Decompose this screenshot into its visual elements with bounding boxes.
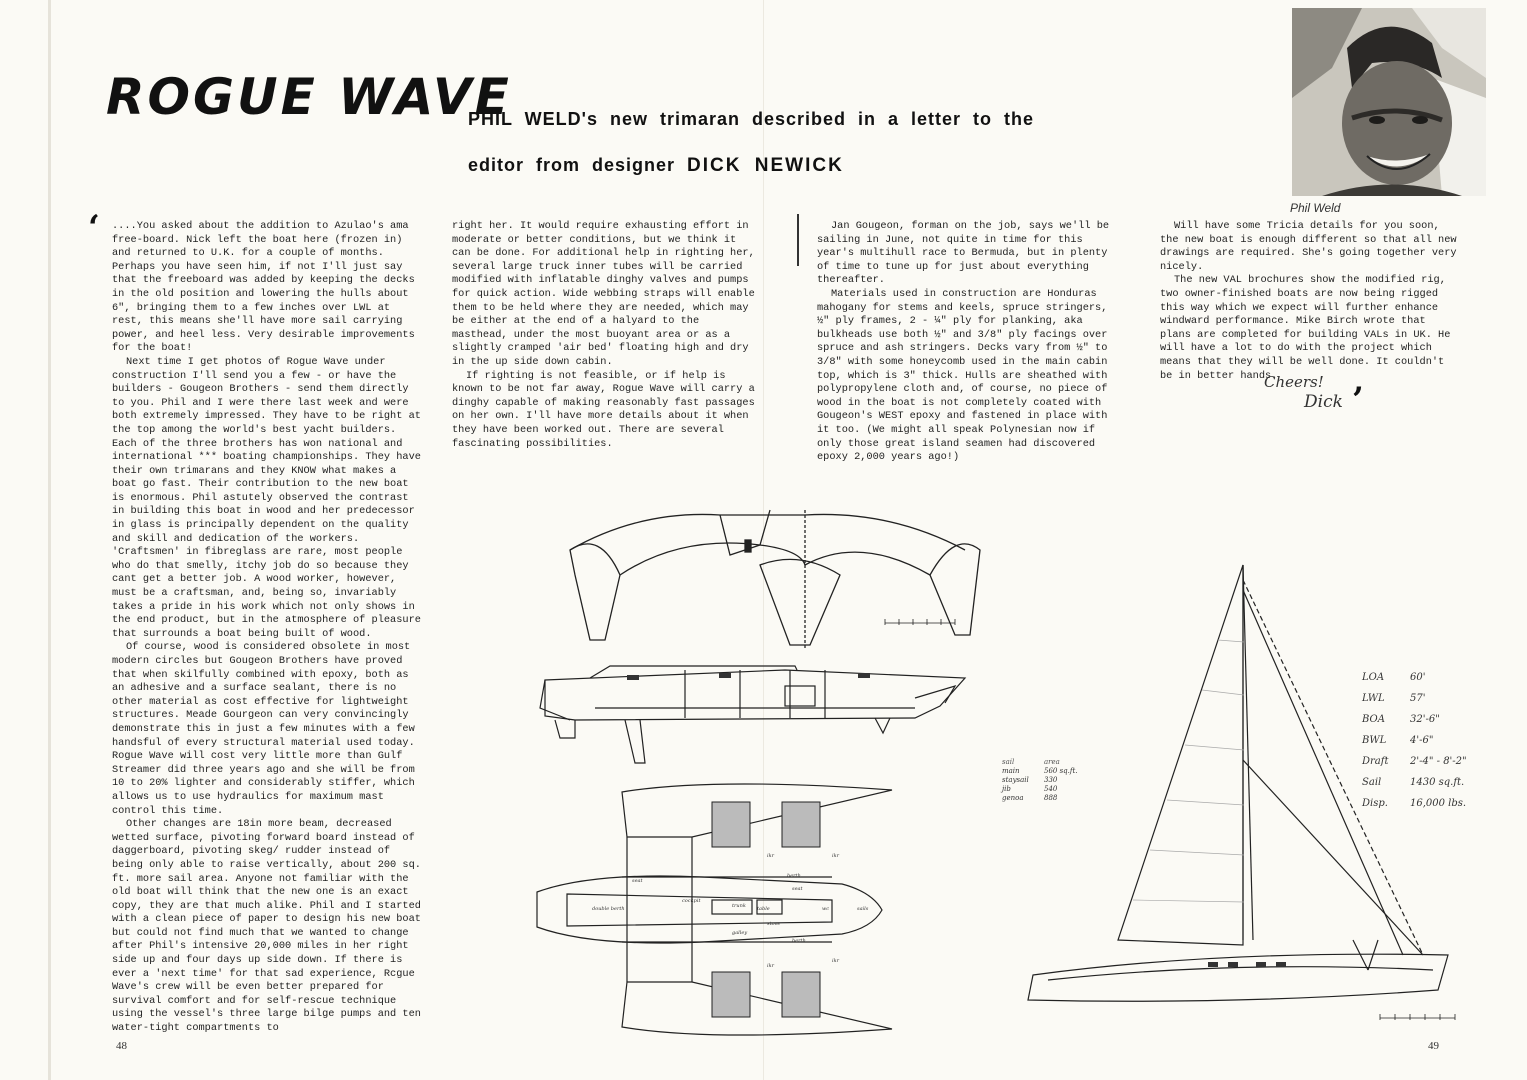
spec-row [1362, 714, 1467, 735]
paragraph: Next time I get photos of Rogue Wave under construction I'll send you a few - or have the builders - Gougeon Brothers - send them directly to you. Phil and I were there last week and were both extremely impressed. They have to be right at the top among the world's best yacht builders. Each of the three brothers has won national and international *** boating championships. They have their own trimarans and they KNOW what makes a boat go fast. Their contribution to the new boat is enormous. Phil astutely observed the contrast in building this boat in wood and her predecessor in glass is principally dependent on the quality and skill and dedication of the workers. [112, 355, 421, 545]
spec-value: 60' [1410, 672, 1426, 683]
paragraph: Other changes are 18in more beam, decreased wetted surface, pivoting forward board instead of daggerboard, pivoting skeg/ rudder instead of being only able to raise vertically, about 200 sq. ft. more sail area. Anyone not familiar with the old boat will think that the new one is an exact copy, they are that much alike. Phil and I started with a clean piece of paper to design his new boat but could not find much that we wanted to change after Phil's intensive 20,000 miles in her right side up and four days up side down. If there is ever a 'next time' for that sad experience, Rcgue Wave's crew will be even better prepared for survival comfort and for self-rescue technique using the vessel's three large bilge pumps and ten water-tight compartments to [112, 818, 421, 1035]
svg-text:berth: berth [787, 873, 801, 879]
sail-name: staysail [1002, 776, 1029, 784]
spec-value: 16,000 lbs. [1410, 798, 1467, 809]
sail-row [1002, 776, 1078, 785]
portrait-photo [1292, 8, 1486, 196]
svg-text:cockpit: cockpit [682, 898, 701, 904]
signoff-greeting: Cheers! [1264, 373, 1324, 391]
paragraph: Will have some Tricia details for you soon, the new boat is enough different so that all new drawings are required. She's going together very nicely. [1160, 220, 1457, 273]
paragraph: right her. It would require exhausting effort in moderate or better conditions, but we think it can be done. For additional help in righting her, several large truck inner tubes will be carried modified with inflatable dinghy valves and pumps for quick action. Wide webbing straps will enable them to be held where they are needed, which may be either at the end of a halyard to the masthead, under the most buoyant area or as a slightly cramped 'air bed' floating high and dry in the up side down cabin. [452, 220, 755, 368]
article-column-1 [112, 220, 427, 1036]
svg-text:table: table [757, 906, 770, 912]
svg-text:galley: galley [732, 930, 748, 936]
sail-area: 888 [1044, 794, 1058, 802]
svg-text:sails: sails [857, 906, 869, 912]
portrait-image [1292, 8, 1486, 196]
sail-row [1002, 785, 1078, 794]
spec-value: 2'-4" - 8'-2" [1410, 756, 1467, 767]
column-marker [797, 214, 799, 266]
svg-text:ikr: ikr [767, 853, 775, 859]
spec-key: LWL [1362, 693, 1385, 704]
svg-text:wc: wc [822, 906, 830, 912]
spec-key: LOA [1362, 672, 1385, 683]
spec-value: 32'-6" [1410, 714, 1440, 725]
paragraph: The new VAL brochures show the modified rig, two owner-finished boats are now being rigged this way which we expect will further enhance windward performance. Mike Birch wrote that plans are completed for building VALs in UK. He will have a lot to do with the project which means that they will be well done. It couldn't be in better hands. [1160, 274, 1451, 382]
sail-name: jib [1002, 785, 1011, 793]
article-subtitle [468, 96, 1128, 189]
sail-area-table [1002, 758, 1078, 803]
sail-row [1002, 794, 1078, 803]
open-quote-mark: ‘ [88, 208, 100, 248]
spec-value: 1430 sq.ft. [1410, 777, 1465, 788]
spec-key: Sail [1362, 777, 1382, 788]
page-edge [48, 0, 51, 1080]
spec-row [1362, 777, 1467, 798]
svg-text:seat: seat [632, 878, 643, 884]
svg-text:double berth: double berth [592, 906, 625, 912]
spec-value: 57' [1410, 693, 1426, 704]
spec-row [1362, 798, 1467, 819]
spec-key: Draft [1362, 756, 1389, 767]
sail-area: 540 [1044, 785, 1058, 793]
article-column-3 [817, 220, 1117, 465]
subtitle-line-1: PHIL WELD's new trimaran described in a letter to the [468, 109, 1035, 129]
spec-row [1362, 693, 1467, 714]
svg-text:ikr: ikr [767, 963, 775, 969]
area-header: area [1044, 758, 1060, 766]
svg-text:ikr: ikr [832, 853, 840, 859]
paragraph: ....You asked about the addition to Azulao's ama free-board. Nick left the boat here (frozen in) and returned to U.K. for a couple of months. Perhaps you have seen him, if not I'll just say that the freeboard was added by keeping the decks in the old position and lowering the hulls about 6", bringing them to a few inches over LWL at rest, this means she'll have more sail carrying power, and heel less. Very desirable improvements for the boat! [112, 220, 415, 355]
spec-key: BWL [1362, 735, 1387, 746]
specifications-table [1362, 672, 1467, 819]
svg-text:trunk: trunk [732, 903, 746, 909]
article-column-2 [452, 220, 757, 451]
article-column-4 [1160, 220, 1460, 383]
deck-plan-drawing [532, 782, 897, 1037]
sail-row [1002, 767, 1078, 776]
spec-key: Disp. [1362, 798, 1388, 809]
spec-row [1362, 735, 1467, 756]
signoff [1264, 372, 1343, 412]
svg-text:ikr: ikr [832, 958, 840, 964]
subtitle-text: editor from designer [468, 155, 688, 175]
sail-name: main [1002, 767, 1020, 775]
sail-name: genoa [1002, 794, 1024, 802]
photo-caption: Phil Weld [1290, 201, 1341, 215]
paragraph: 'Craftsmen' in fibreglass are rare, most people who do that smelly, itchy job do so because they cant get a better job. A wood worker, however, must be a craftsman, and, being so, invariably takes a pride in his work which not only shows in the end product, but in the atmosphere of pleasure that surrounds a boat being built of wood. [112, 546, 421, 640]
hull-cross-section-drawing [560, 505, 990, 650]
sail-header-row [1002, 758, 1078, 767]
paragraph: If righting is not feasible, or if help is known to be not far away, Rogue Wave will carry a dinghy capable of making reasonably fast passages on her own. I'll have more details about it when they have been worked out. There are several fascinating possibilities. [452, 369, 755, 450]
page-number-right: 49 [1428, 1040, 1439, 1052]
hull-profile-drawing [535, 658, 975, 778]
spec-row [1362, 672, 1467, 693]
svg-text:seat: seat [792, 886, 803, 892]
subtitle-line-2 [468, 142, 1128, 189]
svg-text:berth: berth [792, 938, 806, 944]
designer-name: DICK NEWICK [687, 155, 844, 176]
signature: Dick [1304, 392, 1343, 412]
paragraph: Of course, wood is considered obsolete in most modern circles but Gougeon Brothers have proved that when skilfully combined with epoxy, both as an adhesive and a surface sealant, there is no other material as cost effective for lightweight structures. Meade Gourgeon can very convincingly demonstrate this in just a few minutes with a few handsful of every structural material used today. Rogue Wave will cost very little more than Gulf Streamer did three years ago and she will be from 10 to 20% lighter and considerably stiffer, which allows us to use hydraulics for maximum mast control this time. [112, 641, 415, 817]
svg-text:stove: stove [767, 921, 781, 927]
sail-area: 560 sq.ft. [1044, 767, 1078, 775]
sail-header: sail [1002, 758, 1015, 766]
spec-row [1362, 756, 1467, 777]
close-quote-mark: ’ [1352, 380, 1364, 420]
article-title: ROGUE WAVE [106, 68, 512, 126]
page-number-left: 48 [116, 1040, 127, 1052]
paragraph: Materials used in construction are Honduras mahogany for stems and keels, spruce stringers, ½" ply frames, 2 - ¼" ply for planking, aka bulkheads use both ½" and 3/8" ply facings over spruce and ash stringers. Decks vary from ½" to 3/8" with some honeycomb used in the main cabin top, which is 3" thick. Hulls are sheathed with polypropylene cloth and, of course, no piece of wood in the boat is not completely coated with Gougeon's WEST epoxy and fastened in place with it too. (We might all speak Polynesian now if only those great island seamen had discovered epoxy 2,000 years ago!) [817, 287, 1108, 464]
sail-area: 330 [1044, 776, 1058, 784]
spec-value: 4'-6" [1410, 735, 1434, 746]
spec-key: BOA [1362, 714, 1385, 725]
paragraph: Jan Gougeon, forman on the job, says we'll be sailing in June, not quite in time for this year's multihull race to Bermuda, but in plenty of time to tune up for just about everything thereafter. [817, 220, 1110, 287]
